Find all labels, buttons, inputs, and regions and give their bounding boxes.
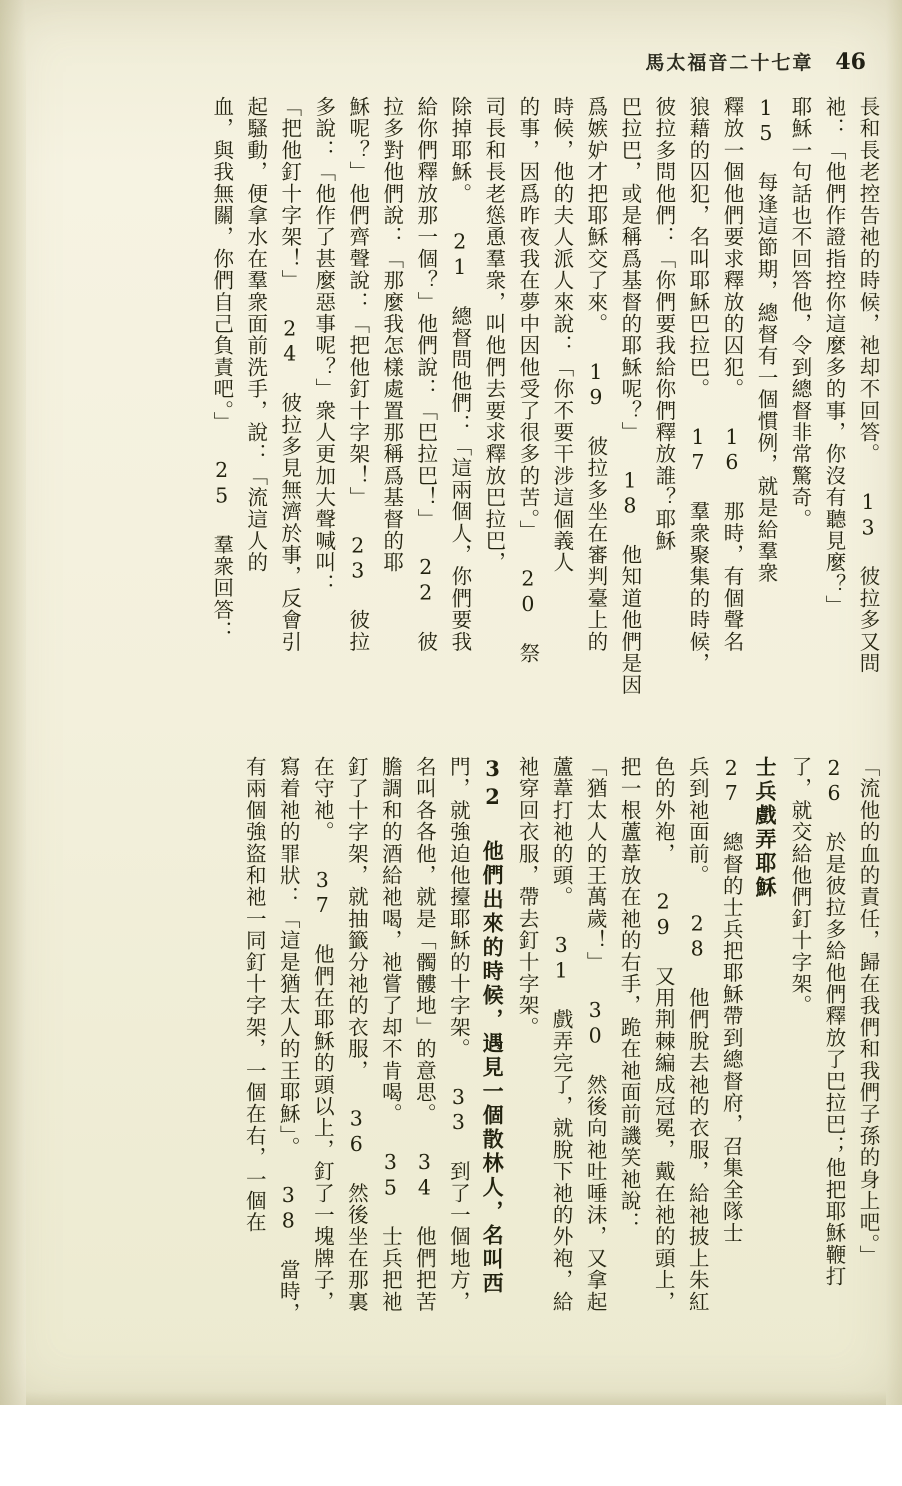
text-column: 除掉耶穌。 21 總督問他們：「這兩個人，你們要我: [447, 96, 472, 653]
text-column: 多說：「他作了甚麼惡事呢？」衆人更加大聲喊叫：: [311, 96, 336, 596]
text-column: 有兩個強盜和祂一同釘十字架，一個在右，一個在: [242, 756, 267, 1234]
page-bottom-edge: [26, 1391, 886, 1405]
text-block-bottom: [32, 756, 882, 1486]
text-column: 時候，他的夫人派人來說：「你不要干涉這個義人: [549, 96, 574, 574]
text-column: 祂：「他們作證指控你這麼多的事，你沒有聽見麼？」: [821, 96, 846, 617]
text-column: 血，與我無關，你們自己負責吧。」 25 羣衆回答：: [209, 96, 234, 643]
text-column: 狼藉的囚犯，名叫耶穌巴拉巴。 17 羣衆聚集的時候，: [685, 96, 710, 675]
text-column: 「猶太人的王萬歲！」 30 然後向祂吐唾沫，又拿起: [583, 756, 608, 1313]
page-body: [26, 96, 886, 1395]
text-column: 門，就強迫他擡耶穌的十字架。 33 到了一個地方，: [446, 756, 471, 1313]
text-column: 爲嫉妒才把耶穌交了來。 19 彼拉多坐在審判臺上的: [583, 96, 608, 653]
text-column: 蘆葦打祂的頭。 31 戲弄完了，就脫下祂的外袍，給: [549, 756, 574, 1313]
text-column: 巴拉巴，或是稱爲基督的耶穌呢？」 18 他知道他們是因: [617, 96, 642, 696]
text-block-top: [32, 96, 882, 736]
text-column: 膽調和的酒給祂喝，祂嘗了却不肯喝。 35 士兵把祂: [378, 756, 403, 1313]
text-column: 15 每逢這節期，總督有一個慣例，就是給羣衆: [753, 96, 778, 584]
text-column: 了，就交給他們釘十字架。: [787, 756, 812, 1017]
text-column: 起騷動，便拿水在羣衆面前洗手，說：「流這人的: [243, 96, 268, 574]
text-column: 拉多對他們說：「那麼我怎樣處置那稱爲基督的耶: [379, 96, 404, 574]
text-column: 祂穿回衣服，帶去釘十字架。: [515, 756, 540, 1039]
text-column: 「流他的血的責任，歸在我們和我們子孫的身上吧。」: [856, 756, 880, 1267]
text-column: 「把他釘十字架！」 24 彼拉多見無濟於事，反會引: [277, 96, 302, 653]
page-number: 46: [835, 49, 866, 75]
text-column: 寫着祂的罪狀：「這是猶太人的王耶穌」。 38 當時，: [276, 756, 301, 1324]
text-column: 司長和長老慫恿羣衆，叫他們去要求釋放巴拉巴，: [481, 96, 506, 574]
text-column: 穌呢？」他們齊聲說：「把他釘十字架！」 23 彼拉: [345, 96, 370, 653]
text-column: 耶穌一句話也不回答他，令到總督非常驚奇。: [787, 96, 812, 530]
text-column: 給你們釋放那一個？」他們說：「巴拉巴！」 22 彼: [413, 96, 438, 653]
text-column: 彼拉多問他們：「你們要我給你們釋放誰？耶穌: [651, 96, 676, 552]
section-heading-soldiers-mock: 士兵戲弄耶穌: [752, 756, 778, 900]
page-header: [645, 48, 866, 75]
text-column: 26 於是彼拉多給他們釋放了巴拉巴；他把耶穌鞭打: [821, 756, 846, 1288]
section-heading-crucifixion: 32 他們出來的時候，遇見一個散林人，名叫西: [480, 756, 506, 1296]
book-reference: 馬太福音二十七章: [645, 52, 814, 74]
text-column: 釘了十字架，就抽籤分祂的衣服， 36 然後坐在那裏: [344, 756, 369, 1313]
text-column: 在守祂。 37 他們在耶穌的頭以上，釘了一塊牌子，: [310, 756, 335, 1313]
text-column: 長和長老控告祂的時候，祂却不回答。 13 彼拉多又問: [856, 96, 880, 675]
text-column: 27 總督的士兵把耶穌帶到總督府，召集全隊士: [719, 756, 744, 1244]
text-column: 兵到祂面前。 28 他們脫去祂的衣服，給祂披上朱紅: [685, 756, 710, 1313]
text-column: 釋放一個他們要求釋放的囚犯。 16 那時，有個聲名: [719, 96, 744, 653]
text-column: 色的外袍， 29 又用荆棘編成冠冕，戴在祂的頭上，: [651, 756, 676, 1313]
text-column: 的事，因爲昨夜我在夢中因他受了很多的苦。」 20 祭: [515, 96, 540, 664]
text-column: 把一根蘆葦放在祂的右手，跪在祂面前譏笑祂說：: [617, 756, 642, 1234]
text-column: 名叫各各他，就是「髑髏地」的意思。 34 他們把苦: [412, 756, 437, 1313]
